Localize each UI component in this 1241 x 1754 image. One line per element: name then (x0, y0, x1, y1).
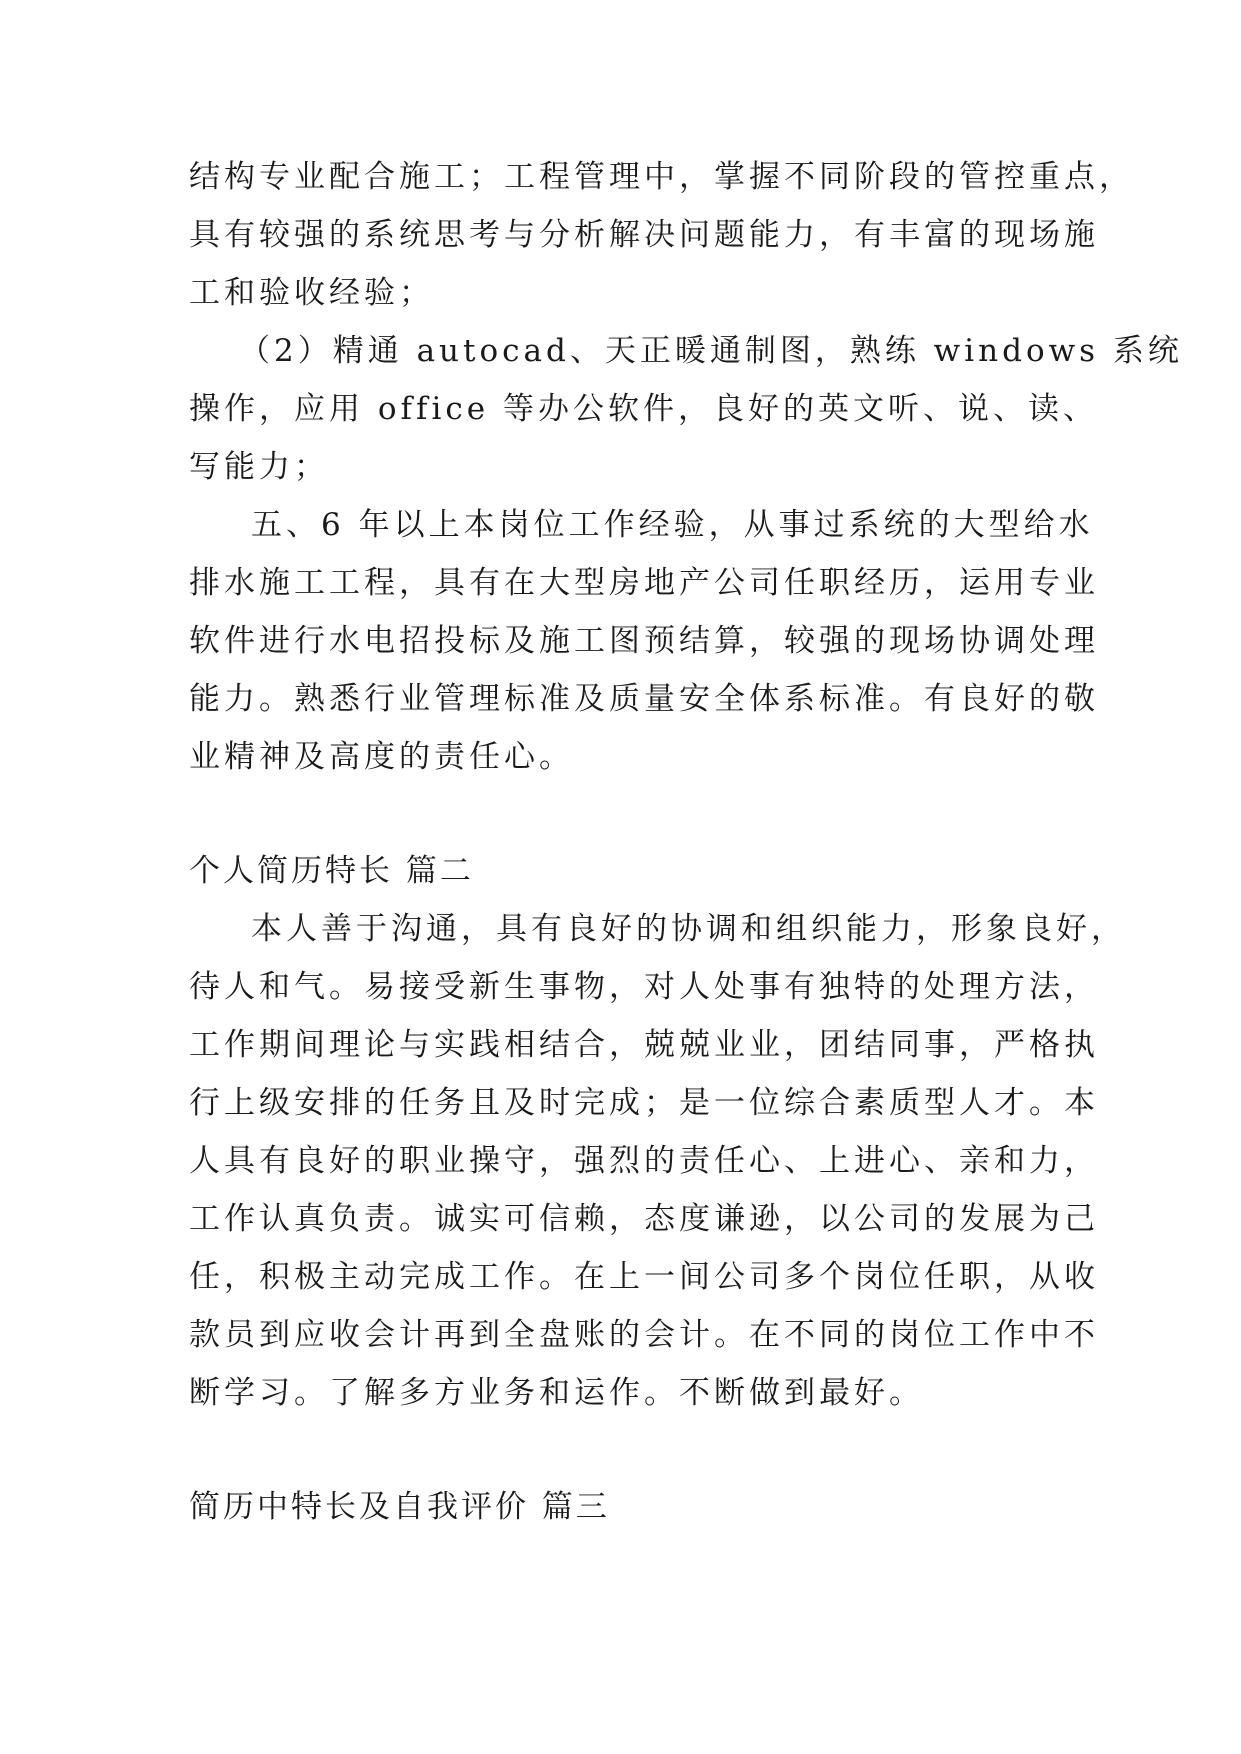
body-line: 能力。熟悉行业管理标准及质量安全体系标准。有良好的敬 (189, 681, 1099, 717)
body-line: 任，积极主动完成工作。在上一间公司多个岗位任职，从收 (189, 1259, 1099, 1295)
body-line: （2）精通 autocad、天正暖通制图，熟练 windows 系统 (239, 333, 1183, 369)
body-line: 工作认真负责。诚实可信赖，态度谦逊，以公司的发展为己 (189, 1201, 1099, 1237)
body-line: 结构专业配合施工；工程管理中，掌握不同阶段的管控重点， (189, 159, 1134, 195)
body-line: 款员到应收会计再到全盘账的会计。在不同的岗位工作中不 (189, 1317, 1099, 1353)
body-line: 本人善于沟通，具有良好的协调和组织能力，形象良好， (251, 911, 1126, 947)
body-line: 五、6 年以上本岗位工作经验，从事过系统的大型给水 (251, 507, 1094, 543)
section-heading-3: 简历中特长及自我评价 篇三 (189, 1489, 610, 1525)
body-line: 待人和气。易接受新生事物，对人处事有独特的处理方法， (189, 969, 1099, 1005)
body-line: 业精神及高度的责任心。 (189, 739, 574, 775)
body-line: 行上级安排的任务且及时完成；是一位综合素质型人才。本 (189, 1085, 1099, 1121)
section-gap (189, 1422, 1057, 1478)
body-line: 工作期间理论与实践相结合，兢兢业业，团结同事，严格执 (189, 1027, 1099, 1063)
section-gap (189, 786, 1057, 842)
document-body (189, 148, 1183, 1536)
body-line: 工和验收经验； (189, 275, 434, 311)
body-line: 写能力； (189, 449, 329, 485)
body-line: 人具有良好的职业操守，强烈的责任心、上进心、亲和力， (189, 1143, 1099, 1179)
body-line: 操作，应用 office 等办公软件，良好的英文听、说、读、 (189, 391, 1098, 427)
body-line: 断学习。了解多方业务和运作。不断做到最好。 (189, 1375, 924, 1411)
body-line: 排水施工工程，具有在大型房地产公司任职经历，运用专业 (189, 565, 1099, 601)
body-line: 软件进行水电招投标及施工图预结算，较强的现场协调处理 (189, 623, 1099, 659)
body-line: 具有较强的系统思考与分析解决问题能力，有丰富的现场施 (189, 217, 1099, 253)
section-heading-2: 个人简历特长 篇二 (189, 853, 474, 889)
